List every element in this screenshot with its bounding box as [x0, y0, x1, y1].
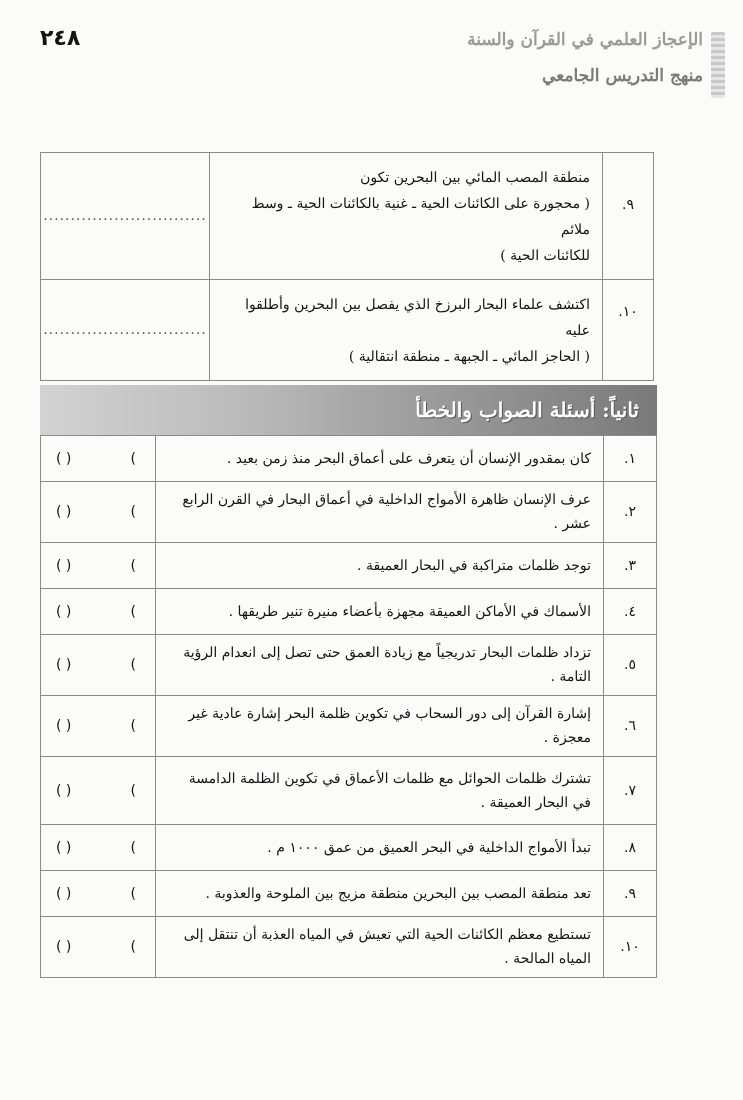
table-row — [41, 543, 657, 589]
header-decoration — [711, 32, 725, 98]
answer-mark[interactable] — [41, 871, 156, 917]
question-text: منطقة المصب المائي بين البحرين تكون ( محجورة على الكائنات الحية ـ غنية بالكائنات الحية ـ وسط ملائم للكائنات الحية ) — [210, 153, 603, 280]
mark-false-slot[interactable]: ( ) — [56, 603, 72, 620]
mark-false-slot[interactable]: ( ) — [56, 885, 72, 902]
answer-mark[interactable] — [41, 635, 156, 696]
mark-true-slot[interactable]: ( — [130, 718, 136, 734]
mark-true-slot[interactable]: ( — [130, 603, 136, 620]
answer-mark[interactable] — [41, 589, 156, 635]
statement-text: تستطيع معظم الكائنات الحية التي تعيش في المياه العذبة أن تنتقل إلى المياه المالحة . — [156, 917, 604, 978]
answer-mark[interactable] — [41, 825, 156, 871]
true-false-section — [40, 385, 657, 978]
mark-false-slot[interactable]: ( ) — [56, 557, 72, 574]
table-row — [41, 635, 657, 696]
statement-text: تشترك ظلمات الحوائل مع ظلمات الأعماق في تكوين الظلمة الدامسة في البحار العميقة . — [156, 757, 604, 825]
mark-true-slot[interactable]: ( — [130, 839, 136, 856]
table-row — [41, 871, 657, 917]
page-number: ٢٤٨ — [40, 26, 81, 51]
question-number: ٣. — [604, 543, 657, 589]
answer-mark[interactable] — [41, 482, 156, 543]
question-number: ٩. — [604, 871, 657, 917]
mark-false-slot[interactable]: ( ) — [56, 782, 72, 799]
question-number: ٨. — [604, 825, 657, 871]
question-number: ٤. — [604, 589, 657, 635]
statement-text: عرف الإنسان ظاهرة الأمواج الداخلية في أعماق البحار في القرن الرابع عشر . — [156, 482, 604, 543]
question-number: ١٠. — [604, 917, 657, 978]
mark-true-slot[interactable]: ( — [130, 450, 136, 467]
mark-true-slot[interactable]: ( — [130, 657, 136, 673]
question-number: ١. — [604, 436, 657, 482]
mark-true-slot[interactable]: ( — [130, 504, 136, 520]
statement-text: توجد ظلمات متراكبة في البحار العميقة . — [156, 543, 604, 589]
statement-text: كان بمقدور الإنسان أن يتعرف على أعماق البحر منذ زمن بعيد . — [156, 436, 604, 482]
statement-text: تبدأ الأمواج الداخلية في البحر العميق من عمق ١٠٠٠ م . — [156, 825, 604, 871]
question-text: اكتشف علماء البحار البرزخ الذي يفصل بين البحرين وأطلقوا عليه ( الحاجز المائي ـ الجبهة ـ منطقة انتقالية ) — [210, 280, 603, 381]
question-number: ٩. — [603, 153, 654, 280]
page-header — [40, 14, 703, 104]
mark-false-slot[interactable]: ( ) — [56, 939, 72, 955]
answer-mark[interactable] — [41, 696, 156, 757]
statement-text: تعد منطقة المصب بين البحرين منطقة مزيج بين الملوحة والعذوبة . — [156, 871, 604, 917]
statement-text: الأسماك في الأماكن العميقة مجهزة بأعضاء منيرة تنير طريقها . — [156, 589, 604, 635]
table-row — [41, 917, 657, 978]
answer-mark[interactable] — [41, 436, 156, 482]
table-row — [41, 757, 657, 825]
answer-mark[interactable] — [41, 917, 156, 978]
table-row — [41, 153, 654, 280]
table-row — [41, 589, 657, 635]
mark-false-slot[interactable]: ( ) — [56, 718, 72, 734]
mark-true-slot[interactable]: ( — [130, 885, 136, 902]
mark-false-slot[interactable]: ( ) — [56, 504, 72, 520]
table-row — [41, 436, 657, 482]
question-number: ٦. — [604, 696, 657, 757]
answer-mark[interactable] — [41, 543, 156, 589]
section-title: ثانياً: أسئلة الصواب والخطأ — [40, 385, 657, 435]
mark-true-slot[interactable]: ( — [130, 782, 136, 799]
mark-false-slot[interactable]: ( ) — [56, 450, 72, 467]
answer-mark[interactable] — [41, 757, 156, 825]
question-number: ٥. — [604, 635, 657, 696]
table-row — [41, 280, 654, 381]
mark-true-slot[interactable]: ( — [130, 939, 136, 955]
book-subtitle: منهج التدريس الجامعي — [542, 66, 703, 86]
mark-true-slot[interactable]: ( — [130, 557, 136, 574]
answer-blank[interactable]: .............................. — [41, 280, 210, 381]
question-number: ٢. — [604, 482, 657, 543]
table-row — [41, 696, 657, 757]
book-title: الإعجاز العلمي في القرآن والسنة — [467, 30, 703, 50]
answer-blank[interactable]: .............................. — [41, 153, 210, 280]
question-number: ١٠. — [603, 280, 654, 381]
fill-in-table — [40, 152, 654, 381]
question-number: ٧. — [604, 757, 657, 825]
true-false-table — [40, 435, 657, 978]
table-row — [41, 825, 657, 871]
mark-false-slot[interactable]: ( ) — [56, 839, 72, 856]
statement-text: تزداد ظلمات البحار تدريجياً مع زيادة العمق حتى تصل إلى انعدام الرؤية التامة . — [156, 635, 604, 696]
mark-false-slot[interactable]: ( ) — [56, 657, 72, 673]
table-row — [41, 482, 657, 543]
statement-text: إشارة القرآن إلى دور السحاب في تكوين ظلمة البحر إشارة عادية غير معجزة . — [156, 696, 604, 757]
